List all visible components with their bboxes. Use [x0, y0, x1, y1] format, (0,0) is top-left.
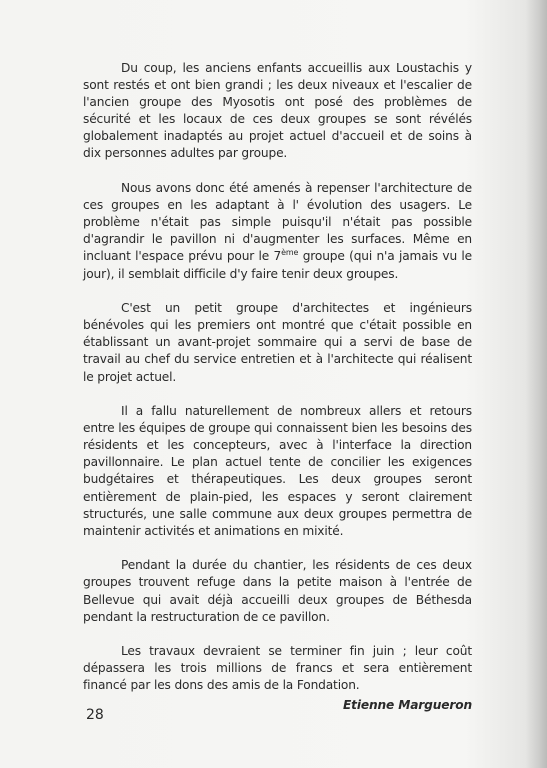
page-number: 28 — [86, 707, 104, 723]
paragraph-6-text: Les travaux devraient se terminer fin juin ; leur coût dépassera les trois millions de francs et sera entièrement financé par les dons des amis de la Fondation. — [83, 644, 472, 693]
paragraph-4 — [83, 403, 472, 540]
paragraph-2-text-a: Nous avons donc été amenés à repenser l'architecture de ces groupes en les adaptant à l' évolution des usagers. Le problème n'était pas simple puisqu'il n'était pas possible d'agrandir le pavillon ni d'augmenter les surfaces. Même en incluant l'espace prévu pour le 7 — [83, 181, 472, 264]
ordinal-superscript: ème — [281, 248, 299, 258]
paragraph-3 — [83, 300, 472, 385]
paragraph-5-text: Pendant la durée du chantier, les résidents de ces deux groupes trouvent refuge dans la petite maison à l'entrée de Bellevue qui avait déjà accueilli deux groupes de Béthesda pendant la restructuration de ce pavillon. — [83, 558, 472, 624]
article-body — [83, 60, 472, 714]
paragraph-2-text-b: groupe (qui n'a jamais vu le jour), il semblait difficile d'y faire tenir deux groupes. — [83, 249, 473, 281]
paragraph-1-text: Du coup, les anciens enfants accueillis aux Loustachis y sont restés et ont bien grandi ; les deux niveaux et l'escalier de l'ancien groupe des Myosotis ont posé des problèmes de sécurité et les locaux de ces deux groupes se sont révélés globalement inadaptés au projet actuel d'accueil et de soins à dix personnes adultes par groupe. — [83, 61, 472, 161]
paragraph-4-text: Il a fallu naturellement de nombreux allers et retours entre les équipes de groupe qui connaissent bien les besoins des résidents et les concepteurs, avec à l'interface la direction pavillonnaire. Le plan actuel tente de concilier les exigences budgétaires et thérapeutiques. Les deux groupes seront entièrement de plain-pied, les espaces y seront clairement structurés, une salle commune aux deux groupes permettra de maintenir activités et animations en mixité. — [83, 404, 472, 538]
paragraph-2 — [83, 180, 472, 283]
paragraph-5 — [83, 557, 472, 625]
paragraph-1 — [83, 60, 472, 163]
author-signature: Etienne Margueron — [343, 697, 472, 712]
paragraph-6 — [83, 643, 472, 694]
page-spine-shadow — [525, 0, 547, 768]
paragraph-3-text: C'est un petit groupe d'architectes et ingénieurs bénévoles qui les premiers ont montré que c'était possible en établissant un avant-projet sommaire qui a servi de base de travail au chef du service entretien et à l'architecte qui réalisent le projet actuel. — [83, 301, 472, 384]
